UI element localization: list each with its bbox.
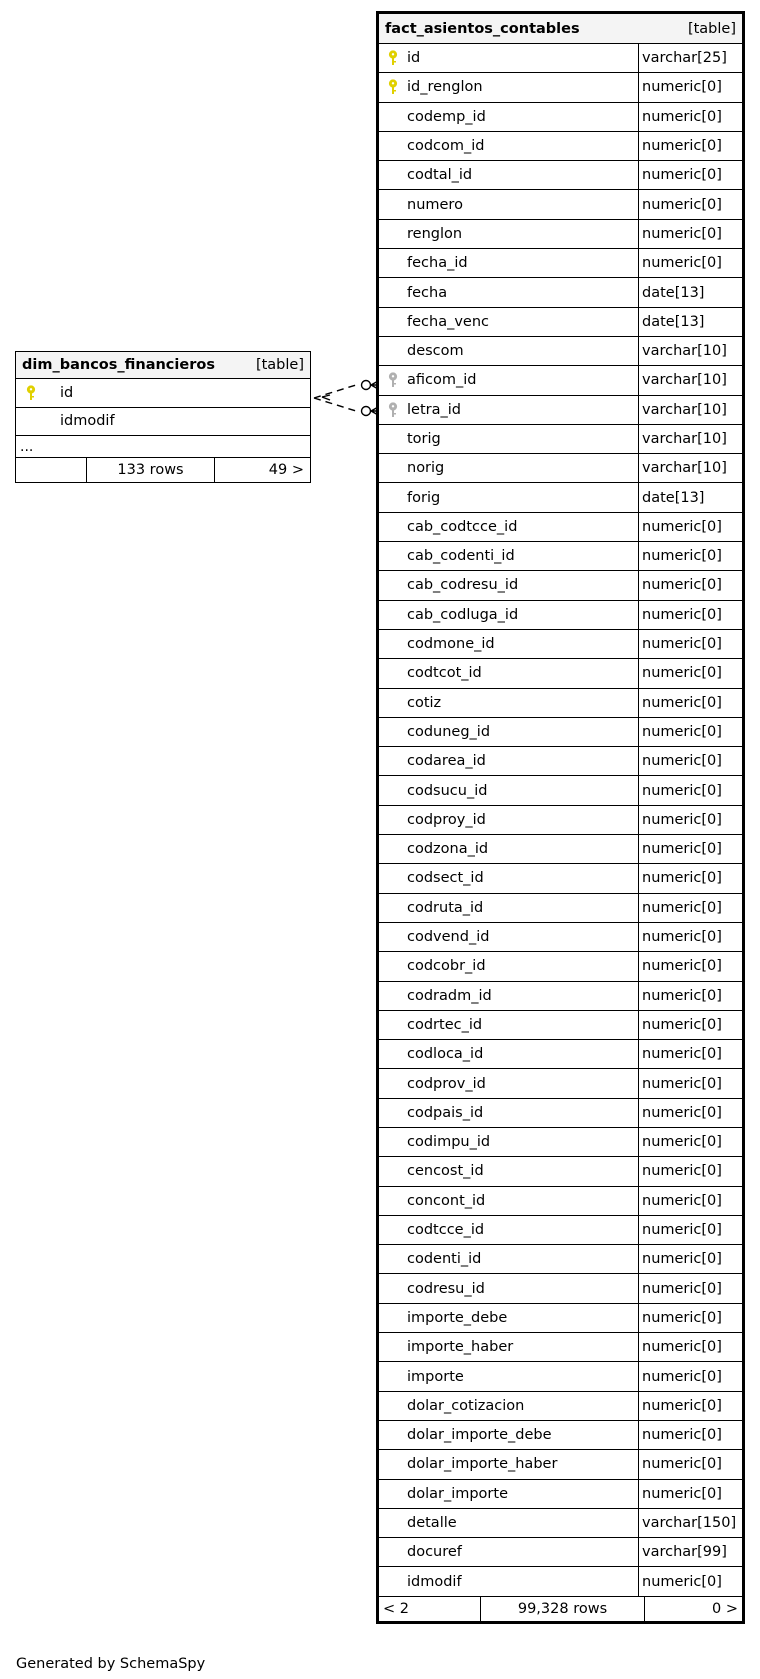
column-name: codprov_id bbox=[407, 1075, 486, 1092]
connector-parent-arrow bbox=[322, 395, 330, 397]
column-name: norig bbox=[407, 460, 445, 477]
column-type: varchar[25] bbox=[642, 50, 727, 67]
column-name-cell bbox=[379, 1216, 639, 1244]
connector-line-aficom bbox=[314, 385, 356, 398]
table-row[interactable] bbox=[379, 161, 742, 190]
fact-footer-rows: 99,328 rows bbox=[481, 1597, 645, 1621]
column-name-cell bbox=[379, 894, 639, 922]
column-name: dolar_cotizacion bbox=[407, 1397, 525, 1414]
column-type: varchar[10] bbox=[642, 431, 727, 447]
column-name: codenti_id bbox=[407, 1251, 482, 1268]
table-row[interactable] bbox=[379, 718, 742, 747]
table-row[interactable] bbox=[379, 952, 742, 981]
column-name: fecha bbox=[407, 284, 448, 301]
column-name-cell bbox=[379, 1069, 639, 1097]
column-type: numeric[0] bbox=[642, 1251, 722, 1268]
table-row[interactable] bbox=[379, 1216, 742, 1245]
column-name-cell bbox=[379, 1157, 639, 1185]
dim-footer-parents bbox=[16, 458, 87, 482]
column-name: codrtec_id bbox=[407, 1016, 483, 1033]
column-type: numeric[0] bbox=[642, 1134, 722, 1151]
table-row[interactable] bbox=[379, 1187, 742, 1216]
dim-table-name[interactable]: dim_bancos_financieros bbox=[22, 357, 215, 373]
table-row[interactable] bbox=[379, 73, 742, 102]
column-type: date[13] bbox=[642, 284, 705, 301]
primary-key-icon bbox=[26, 385, 36, 401]
dim-table-type: [table] bbox=[255, 357, 304, 373]
table-row[interactable] bbox=[379, 1274, 742, 1303]
column-type: numeric[0] bbox=[642, 1046, 722, 1063]
generated-by-label: Generated by SchemaSpy bbox=[16, 1656, 206, 1672]
column-type: numeric[0] bbox=[642, 694, 722, 711]
table-row[interactable] bbox=[379, 1069, 742, 1098]
key-slot bbox=[16, 385, 46, 401]
column-name: docuref bbox=[407, 1544, 462, 1561]
column-name: codemp_id bbox=[407, 108, 486, 125]
table-row[interactable] bbox=[379, 571, 742, 600]
column-name: codsect_id bbox=[407, 870, 484, 887]
column-name: cab_codresu_id bbox=[407, 577, 519, 594]
dim-table-header[interactable] bbox=[16, 352, 310, 379]
table-row[interactable] bbox=[379, 542, 742, 571]
column-name-cell bbox=[379, 835, 639, 863]
column-name-cell bbox=[379, 454, 639, 482]
column-name-cell bbox=[379, 73, 639, 101]
table-row[interactable] bbox=[379, 747, 742, 776]
foreign-key-icon bbox=[388, 372, 398, 388]
table-row[interactable] bbox=[379, 454, 742, 483]
table-row[interactable] bbox=[379, 1040, 742, 1069]
key-slot bbox=[379, 79, 407, 95]
table-row[interactable] bbox=[379, 659, 742, 688]
column-type: numeric[0] bbox=[642, 1104, 722, 1121]
column-name: coduneg_id bbox=[407, 723, 491, 740]
foreign-key-icon bbox=[388, 402, 398, 418]
column-name-cell bbox=[16, 385, 310, 401]
column-name-cell bbox=[379, 161, 639, 189]
key-slot bbox=[379, 50, 407, 66]
primary-key-icon bbox=[388, 50, 398, 66]
table-row[interactable] bbox=[379, 308, 742, 337]
table-row[interactable] bbox=[379, 366, 742, 395]
column-name-cell bbox=[379, 44, 639, 72]
table-row[interactable] bbox=[379, 1011, 742, 1040]
column-name: codarea_id bbox=[407, 753, 486, 770]
column-name-cell bbox=[379, 776, 639, 804]
table-row[interactable] bbox=[379, 1392, 742, 1421]
column-name-cell bbox=[379, 1392, 639, 1420]
table-row[interactable] bbox=[379, 1157, 742, 1186]
column-name: idmodif bbox=[60, 413, 115, 430]
column-name-cell bbox=[379, 923, 639, 951]
column-name: concont_id bbox=[407, 1192, 486, 1209]
table-row[interactable] bbox=[379, 1128, 742, 1157]
table-row[interactable] bbox=[379, 1509, 742, 1538]
table-row[interactable] bbox=[379, 1304, 742, 1333]
column-name-cell bbox=[379, 1567, 639, 1595]
column-type: numeric[0] bbox=[642, 1573, 722, 1590]
column-name-cell bbox=[379, 366, 639, 394]
column-type: numeric[0] bbox=[642, 899, 722, 916]
column-type: date[13] bbox=[642, 313, 705, 330]
fact-table-footer bbox=[379, 1597, 742, 1621]
column-type: varchar[10] bbox=[642, 372, 727, 389]
column-name: codproy_id bbox=[407, 811, 486, 828]
column-type: numeric[0] bbox=[642, 1339, 722, 1356]
connector-line-letra bbox=[314, 398, 356, 411]
column-name-cell bbox=[379, 337, 639, 365]
table-row[interactable] bbox=[16, 408, 310, 437]
table-row[interactable] bbox=[379, 1245, 742, 1274]
column-name-cell bbox=[379, 689, 639, 717]
column-name-cell bbox=[379, 1538, 639, 1566]
column-name-cell bbox=[379, 1333, 639, 1361]
key-slot bbox=[379, 402, 407, 418]
column-name-cell bbox=[16, 413, 310, 429]
column-name-cell bbox=[379, 1040, 639, 1068]
fact-footer-children: 0 > bbox=[712, 1600, 738, 1617]
fact-footer-parents[interactable]: < 2 bbox=[379, 1597, 481, 1621]
column-type: numeric[0] bbox=[642, 225, 722, 242]
column-name: descom bbox=[407, 343, 464, 360]
column-type: numeric[0] bbox=[642, 870, 722, 887]
column-name: fecha_id bbox=[407, 255, 468, 272]
column-type: numeric[0] bbox=[642, 841, 722, 858]
column-type: numeric[0] bbox=[642, 1397, 722, 1414]
key-slot bbox=[379, 372, 407, 388]
column-name-cell bbox=[379, 1245, 639, 1273]
table-row[interactable] bbox=[379, 1450, 742, 1479]
table-row[interactable] bbox=[379, 1567, 742, 1596]
column-type: numeric[0] bbox=[642, 1427, 722, 1444]
table-row[interactable] bbox=[379, 1362, 742, 1391]
column-type: numeric[0] bbox=[642, 1163, 722, 1180]
column-type: varchar[150] bbox=[642, 1514, 737, 1531]
table-row[interactable] bbox=[379, 396, 742, 425]
column-name-cell bbox=[379, 1362, 639, 1390]
column-type: numeric[0] bbox=[642, 1016, 722, 1033]
column-name: torig bbox=[407, 431, 441, 447]
column-type: numeric[0] bbox=[642, 958, 722, 975]
column-type: numeric[0] bbox=[642, 1309, 722, 1326]
column-type: varchar[99] bbox=[642, 1544, 727, 1561]
table-row[interactable] bbox=[379, 249, 742, 278]
fact-table-type: [table] bbox=[687, 20, 736, 37]
column-name: dolar_importe_haber bbox=[407, 1456, 558, 1473]
table-row[interactable] bbox=[379, 923, 742, 952]
table-row[interactable] bbox=[379, 190, 742, 219]
column-name-cell bbox=[379, 952, 639, 980]
column-name: codradm_id bbox=[407, 987, 492, 1004]
column-name: codtcce_id bbox=[407, 1222, 485, 1239]
column-name-cell bbox=[379, 132, 639, 160]
table-row[interactable] bbox=[379, 278, 742, 307]
table-row[interactable] bbox=[379, 982, 742, 1011]
column-name-cell bbox=[379, 982, 639, 1010]
table-row[interactable] bbox=[379, 337, 742, 366]
column-name: aficom_id bbox=[407, 372, 477, 389]
column-name-cell bbox=[379, 220, 639, 248]
column-type: numeric[0] bbox=[642, 1368, 722, 1385]
column-name-cell bbox=[379, 190, 639, 218]
column-type: numeric[0] bbox=[642, 518, 722, 535]
column-name: dolar_importe_debe bbox=[407, 1427, 552, 1444]
column-name-cell bbox=[379, 396, 639, 424]
column-name-cell bbox=[379, 1450, 639, 1478]
column-type: numeric[0] bbox=[642, 196, 722, 213]
column-type: numeric[0] bbox=[642, 577, 722, 594]
column-name-cell bbox=[379, 806, 639, 834]
column-type: numeric[0] bbox=[642, 1075, 722, 1092]
column-name: codcobr_id bbox=[407, 958, 486, 975]
column-type: numeric[0] bbox=[642, 167, 722, 184]
fact-table[interactable] bbox=[376, 11, 745, 1624]
table-row[interactable] bbox=[379, 513, 742, 542]
column-type: date[13] bbox=[642, 489, 705, 506]
table-row[interactable] bbox=[379, 630, 742, 659]
column-name: codtcot_id bbox=[407, 665, 482, 682]
column-name: id bbox=[60, 384, 74, 401]
column-name: cab_codluga_id bbox=[407, 606, 519, 623]
column-name: codsucu_id bbox=[407, 782, 488, 799]
column-type: numeric[0] bbox=[642, 108, 722, 125]
column-name-cell bbox=[379, 630, 639, 658]
column-name: importe_haber bbox=[407, 1339, 514, 1356]
table-row[interactable] bbox=[379, 1480, 742, 1509]
column-type: numeric[0] bbox=[642, 606, 722, 623]
column-type: numeric[0] bbox=[642, 1280, 722, 1297]
column-name-cell bbox=[379, 1128, 639, 1156]
column-type: numeric[0] bbox=[642, 753, 722, 770]
table-row[interactable] bbox=[379, 1333, 742, 1362]
column-name: idmodif bbox=[407, 1573, 462, 1590]
table-row[interactable] bbox=[379, 132, 742, 161]
column-name: codpais_id bbox=[407, 1104, 484, 1121]
column-name-cell bbox=[379, 1304, 639, 1332]
column-name: fecha_venc bbox=[407, 313, 489, 330]
column-name: id bbox=[407, 50, 421, 67]
table-row[interactable] bbox=[379, 864, 742, 893]
dim-footer-children[interactable]: 49 > bbox=[268, 462, 304, 478]
column-name: renglon bbox=[407, 225, 463, 242]
column-name: forig bbox=[407, 489, 441, 506]
table-row[interactable] bbox=[379, 1421, 742, 1450]
column-name-cell bbox=[379, 864, 639, 892]
column-type: numeric[0] bbox=[642, 1192, 722, 1209]
column-name: codzona_id bbox=[407, 841, 489, 858]
column-name: cencost_id bbox=[407, 1163, 484, 1180]
column-type: numeric[0] bbox=[642, 79, 722, 96]
column-type: numeric[0] bbox=[642, 811, 722, 828]
table-row[interactable] bbox=[16, 379, 310, 408]
column-name-cell bbox=[379, 278, 639, 306]
column-name-cell bbox=[379, 601, 639, 629]
column-name: codresu_id bbox=[407, 1280, 485, 1297]
column-name-cell bbox=[379, 103, 639, 131]
table-row[interactable] bbox=[379, 44, 742, 73]
column-name: codcom_id bbox=[407, 138, 485, 155]
dim-footer-rows: 133 rows bbox=[87, 458, 215, 482]
column-name-cell bbox=[379, 542, 639, 570]
dim-table[interactable] bbox=[15, 351, 311, 483]
column-name: codruta_id bbox=[407, 899, 484, 916]
column-name-cell bbox=[379, 747, 639, 775]
column-name-cell bbox=[379, 513, 639, 541]
connector-zero-aficom bbox=[362, 381, 371, 390]
column-name: codloca_id bbox=[407, 1046, 484, 1063]
column-name-cell bbox=[379, 249, 639, 277]
table-row[interactable] bbox=[379, 220, 742, 249]
column-type: numeric[0] bbox=[642, 929, 722, 946]
column-name: importe_debe bbox=[407, 1309, 508, 1326]
column-name-cell bbox=[379, 1509, 639, 1537]
column-type: numeric[0] bbox=[642, 723, 722, 740]
column-type: numeric[0] bbox=[642, 1456, 722, 1473]
column-name-cell bbox=[379, 1421, 639, 1449]
table-row[interactable] bbox=[379, 425, 742, 454]
column-name: codmone_id bbox=[407, 636, 495, 653]
column-name: importe bbox=[407, 1368, 464, 1385]
column-type: varchar[10] bbox=[642, 460, 727, 477]
column-name: detalle bbox=[407, 1514, 457, 1531]
column-type: numeric[0] bbox=[642, 987, 722, 1004]
table-row[interactable] bbox=[379, 1099, 742, 1128]
connector-zero-letra bbox=[362, 407, 371, 416]
column-type: numeric[0] bbox=[642, 138, 722, 155]
table-row[interactable] bbox=[379, 776, 742, 805]
column-name-cell bbox=[379, 308, 639, 336]
column-name: codtal_id bbox=[407, 167, 473, 184]
column-name-cell bbox=[379, 425, 639, 453]
column-name-cell bbox=[379, 571, 639, 599]
primary-key-icon bbox=[388, 79, 398, 95]
column-type: numeric[0] bbox=[642, 636, 722, 653]
table-row[interactable] bbox=[379, 835, 742, 864]
ellipsis-text: ... bbox=[20, 438, 34, 455]
dim-table-ellipsis bbox=[16, 436, 310, 458]
column-name-cell bbox=[379, 659, 639, 687]
dim-table-footer bbox=[16, 458, 310, 482]
column-name: id_renglon bbox=[407, 79, 483, 96]
column-name: dolar_importe bbox=[407, 1485, 508, 1502]
column-name-cell bbox=[379, 718, 639, 746]
fact-table-name[interactable]: fact_asientos_contables bbox=[385, 20, 580, 37]
column-name: cab_codtcce_id bbox=[407, 518, 518, 535]
column-type: numeric[0] bbox=[642, 782, 722, 799]
column-type: varchar[10] bbox=[642, 401, 727, 418]
table-row[interactable] bbox=[379, 1538, 742, 1567]
column-type: numeric[0] bbox=[642, 548, 722, 565]
column-name-cell bbox=[379, 1480, 639, 1508]
column-name-cell bbox=[379, 1099, 639, 1127]
table-row[interactable] bbox=[379, 894, 742, 923]
column-type: varchar[10] bbox=[642, 343, 727, 360]
column-name: numero bbox=[407, 196, 463, 213]
table-row[interactable] bbox=[379, 806, 742, 835]
column-name-cell bbox=[379, 1011, 639, 1039]
column-name: cotiz bbox=[407, 694, 442, 711]
table-row[interactable] bbox=[379, 103, 742, 132]
fact-table-header[interactable] bbox=[379, 14, 742, 44]
table-row[interactable] bbox=[379, 483, 742, 512]
column-name-cell bbox=[379, 1274, 639, 1302]
column-type: numeric[0] bbox=[642, 665, 722, 682]
column-name: codimpu_id bbox=[407, 1134, 491, 1151]
column-type: numeric[0] bbox=[642, 1485, 722, 1502]
column-type: numeric[0] bbox=[642, 1222, 722, 1239]
column-name: letra_id bbox=[407, 401, 461, 418]
column-type: numeric[0] bbox=[642, 255, 722, 272]
column-name: cab_codenti_id bbox=[407, 548, 515, 565]
table-row[interactable] bbox=[379, 689, 742, 718]
column-name-cell bbox=[379, 483, 639, 511]
column-name: codvend_id bbox=[407, 929, 490, 946]
table-row[interactable] bbox=[379, 601, 742, 630]
column-name-cell bbox=[379, 1187, 639, 1215]
